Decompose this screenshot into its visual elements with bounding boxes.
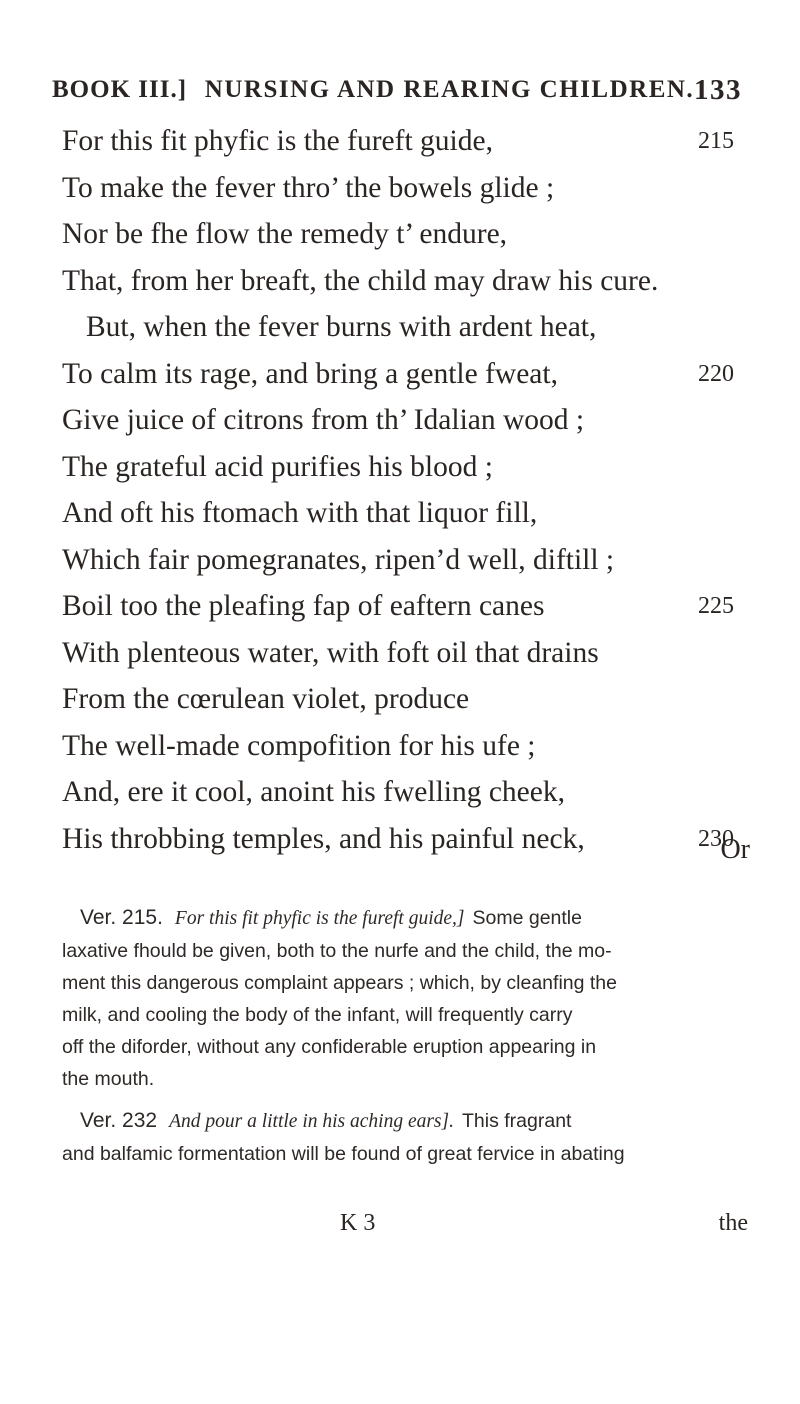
- verse-line: [62, 676, 742, 723]
- quoted-verse: For this fit phyfic is the fureft guide,]: [174, 908, 465, 929]
- verse-text: The well-made compofition for his ufe ;: [62, 729, 536, 762]
- verse-reference: Ver. 232: [80, 1109, 158, 1132]
- note-line: off the diforder, without any confiderable eruption appearing in: [62, 1036, 597, 1058]
- verse-line: [62, 118, 742, 165]
- line-number: 215: [698, 128, 734, 154]
- verse-text: Nor be fhe flow the remedy t’ endure,: [62, 218, 508, 250]
- verse-text: That, from her breaft, the child may draw his cure.: [62, 264, 659, 297]
- verse-line: [62, 351, 742, 398]
- footnotes: [62, 902, 742, 1180]
- verse-line: [62, 165, 742, 212]
- verse-line: [62, 211, 742, 258]
- verse-text: To calm its rage, and bring a gentle fweat,: [62, 357, 558, 390]
- verse-text: But, when the fever burns with ardent heat,: [86, 311, 597, 343]
- verse-text: Give juice of citrons from th’ Idalian wood ;: [62, 404, 585, 436]
- footer-catchword: the: [718, 1210, 748, 1236]
- page-footer: [0, 1210, 800, 1242]
- verse-line: [62, 723, 742, 770]
- verse-text: His throbbing temples, and his painful neck,: [62, 822, 585, 855]
- verse-line: [62, 304, 742, 351]
- note-line: the mouth.: [62, 1068, 155, 1090]
- verse-line: [62, 816, 742, 863]
- verse-line: [62, 537, 742, 584]
- running-header: [52, 76, 742, 104]
- verse-line: [62, 444, 742, 491]
- note-line: milk, and cooling the body of the infant, will frequently carry: [62, 1004, 573, 1026]
- footnote: [62, 1105, 742, 1170]
- verse-text: For this fit phyfic is the fureft guide,: [62, 125, 493, 157]
- verse-text: With plenteous water, with foft oil that drains: [62, 636, 599, 669]
- poem-text: [62, 118, 742, 862]
- verse-text: And, ere it cool, anoint his fwelling cheek,: [62, 776, 565, 808]
- verse-text: And oft his ftomach with that liquor fill,: [62, 497, 538, 529]
- poem-catchword: Or: [720, 834, 750, 865]
- running-title: NURSING AND REARING CHILDREN.: [204, 76, 695, 103]
- verse-line: [62, 583, 742, 630]
- footnote-first-line: [62, 902, 742, 935]
- verse-line: [62, 397, 742, 444]
- verse-text: From the cœrulean violet, produce: [62, 683, 470, 715]
- note-line: and balfamic formentation will be found of great fervice in abating: [62, 1143, 625, 1165]
- line-number: 230: [698, 825, 734, 852]
- note-text: This fragrant: [462, 1110, 572, 1132]
- verse-text: Boil too the pleafing fap of eaftern canes: [62, 590, 545, 622]
- verse-text: Which fair pomegranates, ripen’d well, diftill ;: [62, 543, 615, 576]
- footnote-first-line: [62, 1105, 742, 1138]
- verse-line: [62, 630, 742, 677]
- note-text: Some gentle: [472, 907, 582, 929]
- verse-reference: Ver. 215.: [80, 906, 163, 929]
- verse-line: [62, 769, 742, 816]
- note-line: ment this dangerous complaint appears ; which, by cleanfing the: [62, 972, 617, 994]
- verse-line: [62, 258, 742, 305]
- verse-text: The grateful acid purifies his blood ;: [62, 450, 493, 483]
- line-number: 225: [698, 593, 734, 619]
- verse-line: [62, 490, 742, 537]
- footnote: [62, 902, 742, 1095]
- book-label: BOOK III.]: [52, 76, 188, 103]
- line-number: 220: [698, 360, 734, 387]
- quoted-verse: And pour a little in his aching ears].: [169, 1111, 454, 1132]
- printer-signature: K 3: [340, 1210, 376, 1236]
- page-number: 133: [694, 74, 742, 106]
- note-line: laxative fhould be given, both to the nurfe and the child, the mo-: [62, 940, 612, 962]
- verse-text: To make the fever thro’ the bowels glide ;: [62, 171, 555, 204]
